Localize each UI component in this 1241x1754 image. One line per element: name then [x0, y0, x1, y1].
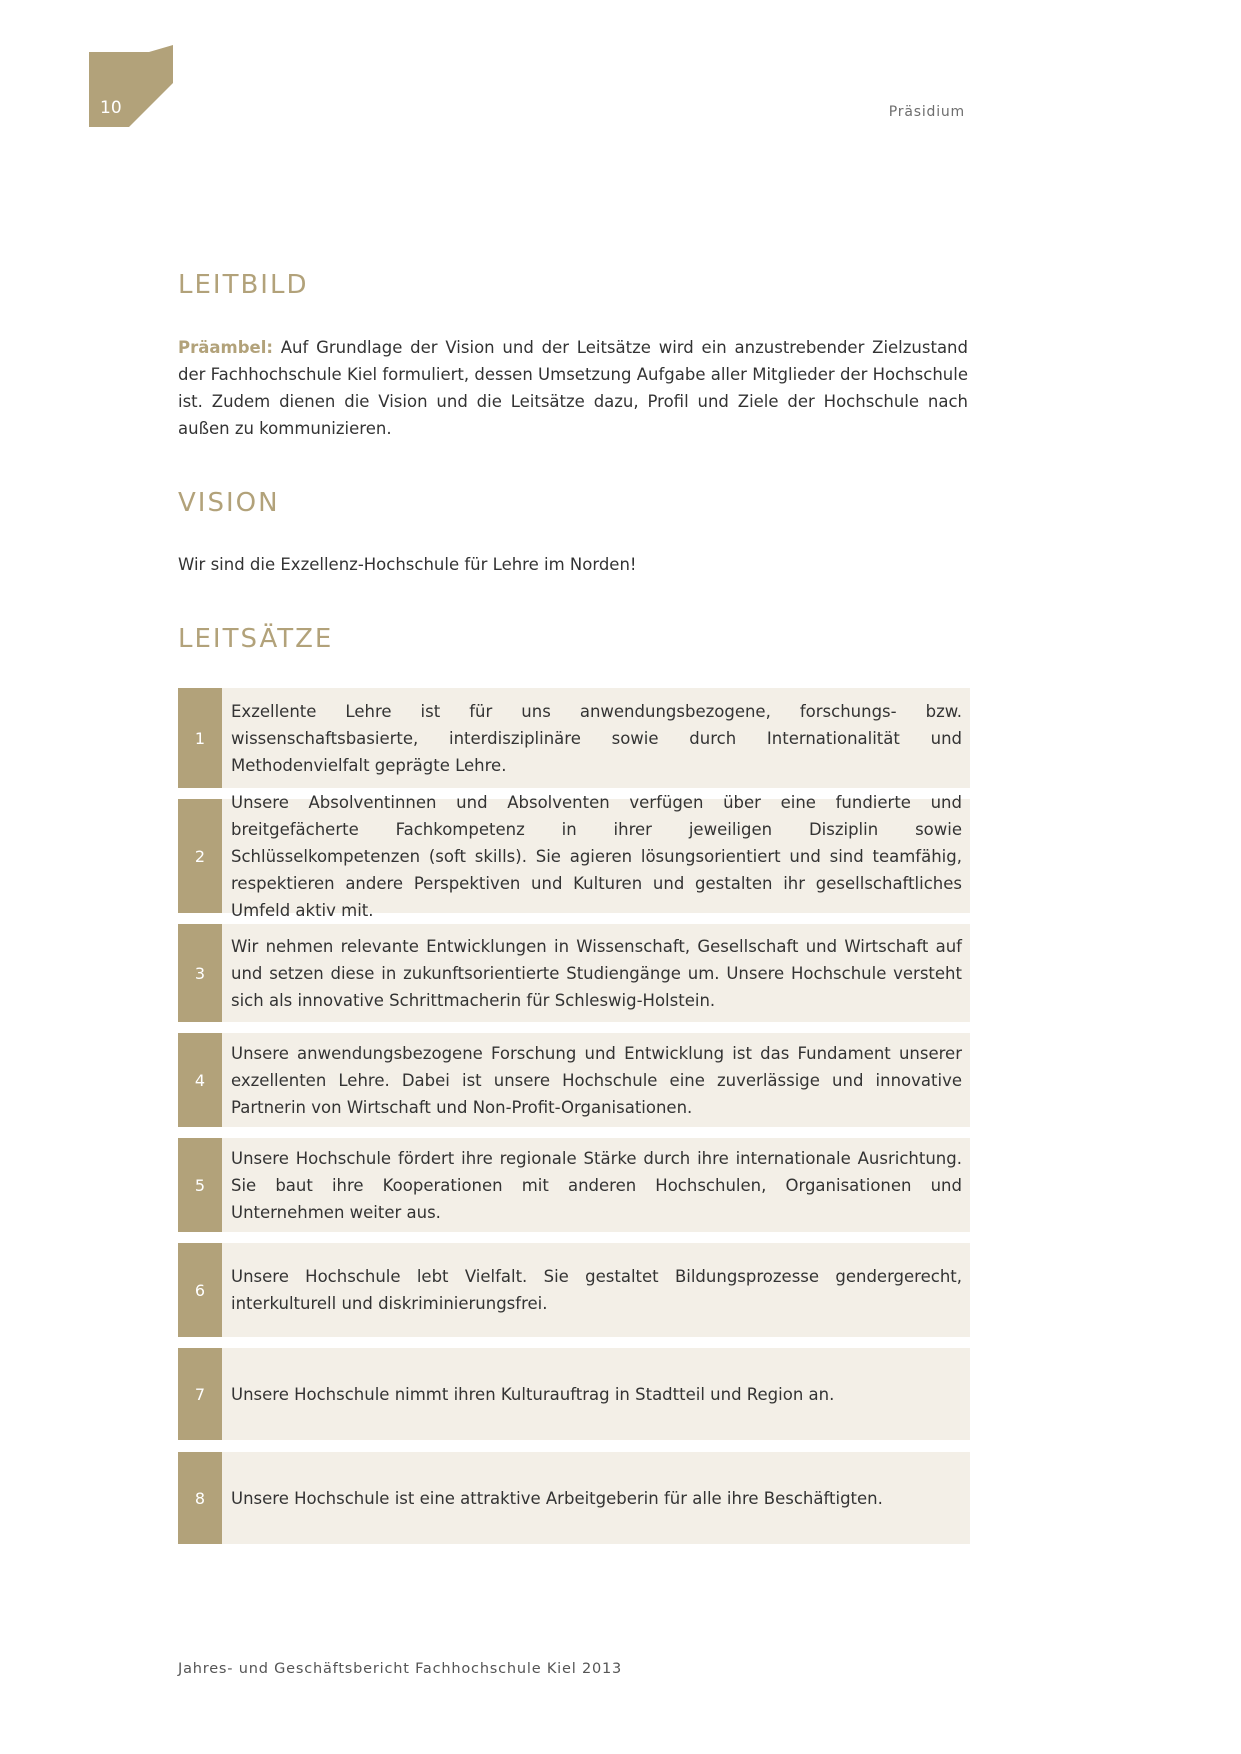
leitsatz-row-1 [178, 688, 970, 788]
leitsatz-number: 8 [178, 1452, 222, 1544]
leitsatz-number: 3 [178, 924, 222, 1022]
leitsatz-text: Exzellente Lehre ist für uns anwendungsbezogene, forschungs- bzw. wissenschaftsbasierte, interdisziplinäre sowie durch Internationalität und Methodenvielfalt geprägte Lehre. [231, 701, 962, 775]
leitsatz-text: Unsere Hochschule lebt Vielfalt. Sie gestaltet Bildungsprozesse gendergerecht, interkulturell und diskriminierungsfrei. [231, 1267, 962, 1313]
leitsaetze-heading: LEITSÄTZE [178, 624, 334, 654]
preamble-text: Auf Grundlage der Vision und der Leitsätze wird ein anzustrebender Zielzustand der Fachhochschule Kiel formuliert, dessen Umsetzung Aufgabe aller Mitglieder der Hochschule ist. Zudem dienen die Vision und die Leitsätze dazu, Profil und Ziele der Hochschule nach außen zu kommunizieren. [178, 338, 968, 438]
page-number: 10 [100, 98, 122, 118]
leitsatz-number: 7 [178, 1348, 222, 1440]
leitsatz-row-3 [178, 924, 970, 1022]
vision-statement: Wir sind die Exzellenz-Hochschule für Lehre im Norden! [178, 555, 637, 574]
leitsatz-text: Unsere Hochschule nimmt ihren Kulturauftrag in Stadtteil und Region an. [231, 1384, 835, 1404]
leitsatz-row-7 [178, 1348, 970, 1440]
leitsatz-text: Unsere Absolventinnen und Absolventen verfügen über eine fundierte und breitgefächerte Fachkompetenz in ihrer jeweiligen Disziplin sowie Schlüsselkompetenzen (soft skills). Sie agieren lösungsorientiert und sind teamfähig, respektieren andere Perspektiven und Kulturen und gestalten ihr gesellschaftliches Umfeld aktiv mit. [231, 792, 962, 920]
leitsatz-row-6 [178, 1243, 970, 1337]
leitsatz-row-4 [178, 1033, 970, 1127]
leitsatz-text: Unsere Hochschule ist eine attraktive Arbeitgeberin für alle ihre Beschäftigten. [231, 1488, 883, 1508]
leitbild-heading: LEITBILD [178, 270, 309, 300]
leitsatz-row-8 [178, 1452, 970, 1544]
leitsatz-number: 2 [178, 799, 222, 913]
leitsatz-row-5 [178, 1138, 970, 1232]
leitsatz-row-2 [178, 792, 970, 920]
leitsatz-text: Unsere anwendungsbezogene Forschung und Entwicklung ist das Fundament unserer exzellenten Lehre. Dabei ist unsere Hochschule eine zuverlässige und innovative Partnerin von Wirtschaft und Non-Profit-Organisationen. [231, 1043, 962, 1117]
leitsatz-text: Unsere Hochschule fördert ihre regionale Stärke durch ihre internationale Ausrichtung. Sie baut ihre Kooperationen mit anderen Hochschulen, Organisationen und Unternehmen weiter aus. [231, 1148, 962, 1222]
preamble-paragraph [178, 334, 968, 442]
vision-heading: VISION [178, 488, 280, 518]
leitsatz-text: Wir nehmen relevante Entwicklungen in Wissenschaft, Gesellschaft und Wirtschaft auf und setzen diese in zukunftsorientierte Studiengänge um. Unsere Hochschule versteht sich als innovative Schrittmacherin für Schleswig-Holstein. [231, 936, 962, 1010]
preamble-label: Präambel: [178, 338, 273, 357]
leitsatz-number: 1 [178, 688, 222, 788]
footer-text: Jahres- und Geschäftsbericht Fachhochschule Kiel 2013 [178, 1661, 623, 1677]
leitsatz-number: 5 [178, 1138, 222, 1232]
leitsatz-number: 6 [178, 1243, 222, 1337]
leitsatz-number: 4 [178, 1033, 222, 1127]
running-head: Präsidium [888, 104, 965, 120]
